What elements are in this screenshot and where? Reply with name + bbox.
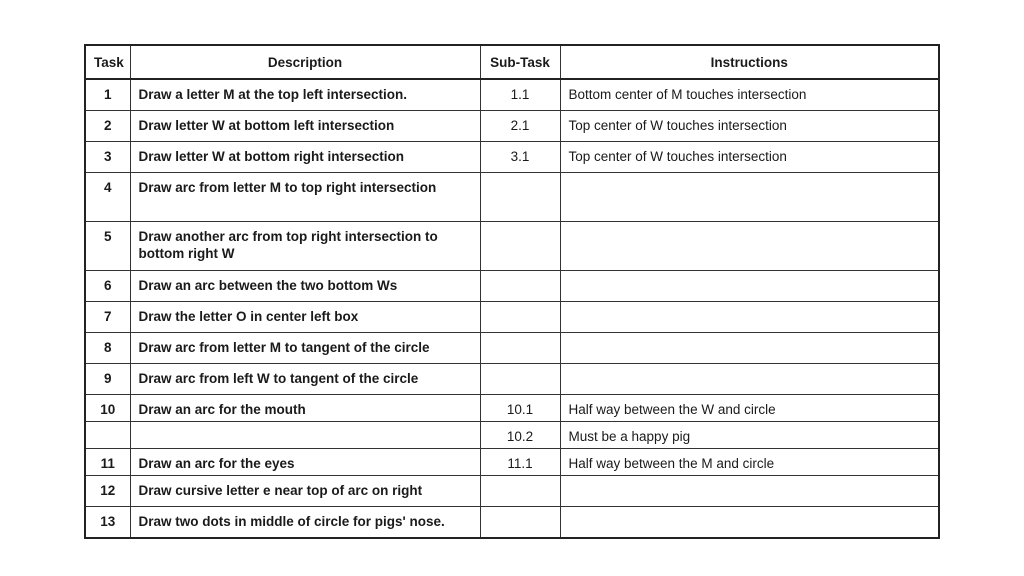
task-number: 10: [85, 395, 130, 422]
task-instructions: [560, 333, 939, 364]
task-description: Draw the letter O in center left box: [130, 302, 480, 333]
task-instructions: Top center of W touches intersection: [560, 142, 939, 173]
subtask-number: [480, 302, 560, 333]
table-row: [85, 302, 939, 333]
task-description: Draw two dots in middle of circle for pigs' nose.: [130, 507, 480, 539]
task-instructions: [560, 173, 939, 222]
table-row: [85, 507, 939, 539]
table-row: [85, 449, 939, 476]
task-number: 7: [85, 302, 130, 333]
task-description: Draw another arc from top right intersection to bottom right W: [130, 222, 480, 271]
task-instructions: [560, 302, 939, 333]
task-description: Draw an arc between the two bottom Ws: [130, 271, 480, 302]
task-instructions: [560, 222, 939, 271]
subtask-number: [480, 333, 560, 364]
task-description: Draw letter W at bottom right intersection: [130, 142, 480, 173]
task-table: [84, 44, 940, 539]
task-description: Draw an arc for the mouth: [130, 395, 480, 422]
table-row: [85, 79, 939, 111]
task-number: 9: [85, 364, 130, 395]
task-description: Draw arc from letter M to top right intersection: [130, 173, 480, 222]
table-row: [85, 142, 939, 173]
task-number: 4: [85, 173, 130, 222]
task-description: Draw a letter M at the top left intersection.: [130, 79, 480, 111]
task-number: 13: [85, 507, 130, 539]
header-subtask: Sub-Task: [480, 45, 560, 79]
table-row: [85, 173, 939, 222]
subtask-number: [480, 364, 560, 395]
subtask-number: 2.1: [480, 111, 560, 142]
table-row: [85, 395, 939, 422]
table-row: [85, 271, 939, 302]
subtask-number: 10.2: [480, 422, 560, 449]
task-number: 3: [85, 142, 130, 173]
task-instructions: Bottom center of M touches intersection: [560, 79, 939, 111]
task-number: 6: [85, 271, 130, 302]
task-instructions: Half way between the W and circle: [560, 395, 939, 422]
task-instructions: Must be a happy pig: [560, 422, 939, 449]
table-row: [85, 476, 939, 507]
subtask-number: 11.1: [480, 449, 560, 476]
subtask-number: [480, 507, 560, 539]
task-instructions: Top center of W touches intersection: [560, 111, 939, 142]
subtask-number: [480, 173, 560, 222]
task-description: Draw arc from left W to tangent of the circle: [130, 364, 480, 395]
task-instructions: Half way between the M and circle: [560, 449, 939, 476]
subtask-number: [480, 222, 560, 271]
table-row: [85, 222, 939, 271]
task-description: Draw letter W at bottom left intersection: [130, 111, 480, 142]
task-instructions: [560, 271, 939, 302]
task-number: 2: [85, 111, 130, 142]
task-description: Draw arc from letter M to tangent of the circle: [130, 333, 480, 364]
task-number: 11: [85, 449, 130, 476]
table-row: [85, 333, 939, 364]
subtask-number: 3.1: [480, 142, 560, 173]
task-description: Draw an arc for the eyes: [130, 449, 480, 476]
task-instructions: [560, 476, 939, 507]
subtask-number: [480, 476, 560, 507]
task-instructions: [560, 364, 939, 395]
task-number: 1: [85, 79, 130, 111]
task-number: 5: [85, 222, 130, 271]
task-number: [85, 422, 130, 449]
task-description: Draw cursive letter e near top of arc on right: [130, 476, 480, 507]
header-description: Description: [130, 45, 480, 79]
table-row: [85, 422, 939, 449]
header-instructions: Instructions: [560, 45, 939, 79]
task-number: 8: [85, 333, 130, 364]
subtask-number: [480, 271, 560, 302]
header-row: [85, 45, 939, 79]
task-instructions: [560, 507, 939, 539]
table-row: [85, 364, 939, 395]
subtask-number: 1.1: [480, 79, 560, 111]
subtask-number: 10.1: [480, 395, 560, 422]
task-description: [130, 422, 480, 449]
table-row: [85, 111, 939, 142]
header-task: Task: [85, 45, 130, 79]
task-number: 12: [85, 476, 130, 507]
